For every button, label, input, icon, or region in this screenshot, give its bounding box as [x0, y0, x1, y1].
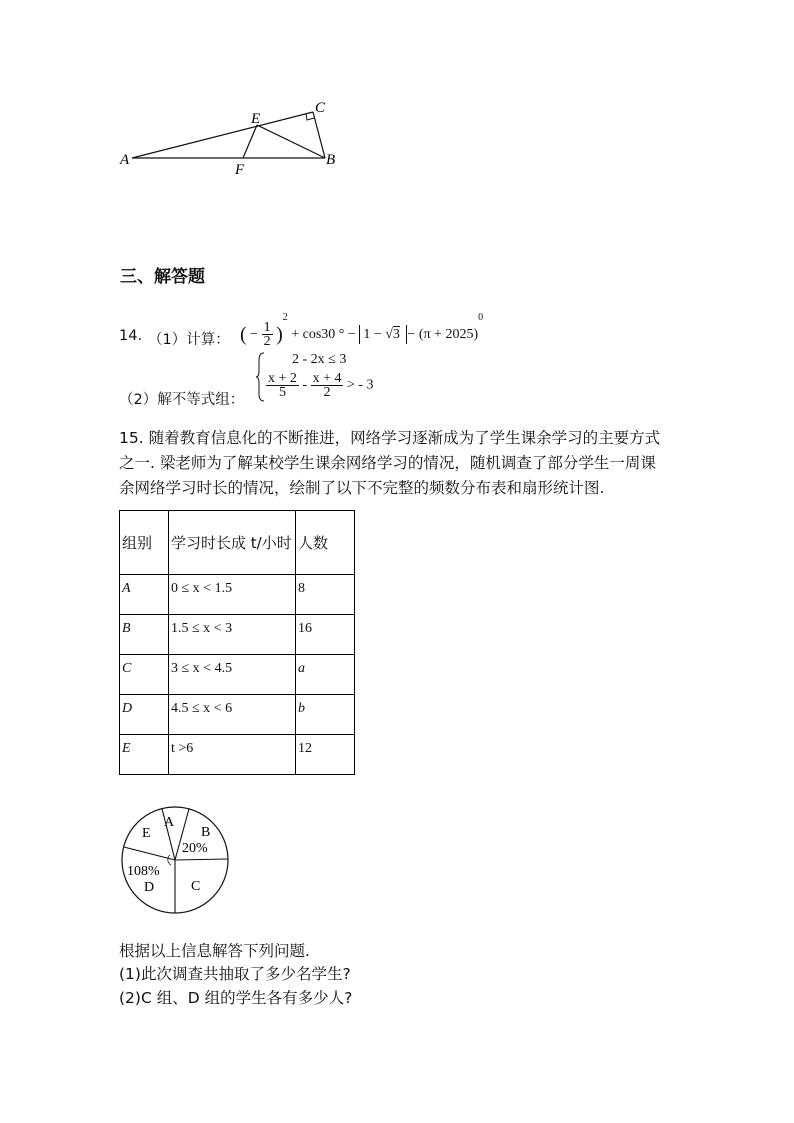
cell-group: C: [120, 655, 169, 695]
abs-inner: 1 −: [363, 326, 382, 342]
minus-sign-3: −: [407, 326, 416, 342]
fraction-2: [311, 372, 344, 399]
fraction-denominator: 2: [263, 334, 271, 350]
pie-chart: [118, 803, 232, 917]
cell-group: E: [120, 735, 169, 775]
header-group: 组别: [120, 511, 169, 575]
segment-EB: [257, 125, 325, 158]
fraction-2-numerator: x + 4: [312, 371, 342, 386]
cell-count: 16: [296, 615, 355, 655]
cell-range: t >6: [169, 735, 296, 775]
table-row: [120, 575, 355, 615]
sqrt-arg: 3: [392, 326, 400, 342]
q14-part2-label: （2）解不等式组：: [119, 392, 245, 408]
absolute-value: [359, 325, 407, 344]
q15-question-1: (1)此次调查共抽取了多少名学生?: [119, 965, 351, 983]
cell-range: 4.5 ≤ x < 6: [169, 695, 296, 735]
cell-group: B: [120, 615, 169, 655]
label-A: A: [120, 152, 130, 168]
label-F: F: [235, 162, 245, 178]
cell-range: 1.5 ≤ x < 3: [169, 615, 296, 655]
q14-part1-expression: [240, 312, 483, 348]
pie-label-B: B: [201, 825, 211, 840]
inequality-2: [266, 372, 374, 399]
label-B: B: [326, 152, 336, 168]
pie-label-C: C: [191, 879, 201, 894]
pie-label-D: D: [144, 880, 155, 895]
label-E: E: [251, 111, 261, 127]
sqrt-icon: √: [385, 326, 393, 342]
section-title: 三、解答题: [120, 267, 205, 287]
q14-number: 14.: [119, 328, 143, 344]
header-count: 人数: [296, 511, 355, 575]
table-row: [120, 735, 355, 775]
inequality-1: 2 - 2x ≤ 3: [292, 352, 347, 367]
paren-close: ): [276, 323, 283, 346]
cell-range: 3 ≤ x < 4.5: [169, 655, 296, 695]
minus-sign-2: −: [347, 326, 356, 342]
pie-label-A: A: [164, 815, 175, 830]
q15-instruction: 根据以上信息解答下列问题.: [119, 942, 310, 960]
paren-open: (: [240, 323, 247, 346]
minus-sign: −: [250, 326, 259, 342]
exponent-0: 0: [478, 312, 484, 323]
fraction-2-denominator: 2: [323, 385, 331, 400]
header-duration-text: 学习时长成 t/小时: [171, 533, 292, 552]
fraction-numerator: 1: [263, 320, 271, 336]
table-header-row: [120, 511, 355, 575]
q15-line-3: 余网络学习时长的情况，绘制了以下不完整的频数分布表和扇形统计图.: [119, 479, 605, 497]
frequency-table: [119, 510, 355, 775]
cell-count: 8: [296, 575, 355, 615]
cell-count: b: [296, 695, 355, 735]
fraction-one-half: [262, 321, 273, 348]
cell-range: 0 ≤ x < 1.5: [169, 575, 296, 615]
q14-part1-label: （1）计算：: [148, 332, 230, 348]
brace-icon: [255, 352, 265, 402]
fraction-1: [266, 372, 299, 399]
q15-line-1: 15. 随着教育信息化的不断推进，网络学习逐渐成为了学生课余学习的主要方式: [119, 429, 661, 447]
pie-label-E: E: [142, 826, 151, 841]
segment-EF: [243, 125, 257, 158]
table-row: [120, 695, 355, 735]
inequality-rhs: > - 3: [346, 377, 374, 393]
label-C: C: [315, 100, 326, 116]
q15-question-2: (2)C 组、D 组的学生各有多少人?: [119, 989, 353, 1007]
table-row: [120, 615, 355, 655]
cos-term: + cos30 °: [291, 326, 345, 342]
header-duration: [169, 511, 296, 575]
pi-term: (π + 2025): [418, 326, 479, 342]
cell-group: A: [120, 575, 169, 615]
cell-count: a: [296, 655, 355, 695]
segment-AC: [132, 112, 313, 158]
right-angle-mark: [306, 114, 314, 120]
geometry-figure: [110, 95, 350, 180]
cell-count: 12: [296, 735, 355, 775]
segment-CB: [313, 112, 325, 158]
pie-label-D-percent: 108%: [127, 864, 160, 879]
cell-group: D: [120, 695, 169, 735]
pie-label-B-percent: 20%: [182, 841, 208, 856]
minus-operator: -: [302, 377, 308, 393]
fraction-1-numerator: x + 2: [268, 371, 297, 386]
exponent-2: 2: [282, 312, 288, 323]
fraction-1-denominator: 5: [278, 385, 286, 400]
table-row: [120, 655, 355, 695]
q15-line-2: 之一. 梁老师为了解某校学生课余网络学习的情况，随机调查了部分学生一周课: [119, 454, 656, 472]
